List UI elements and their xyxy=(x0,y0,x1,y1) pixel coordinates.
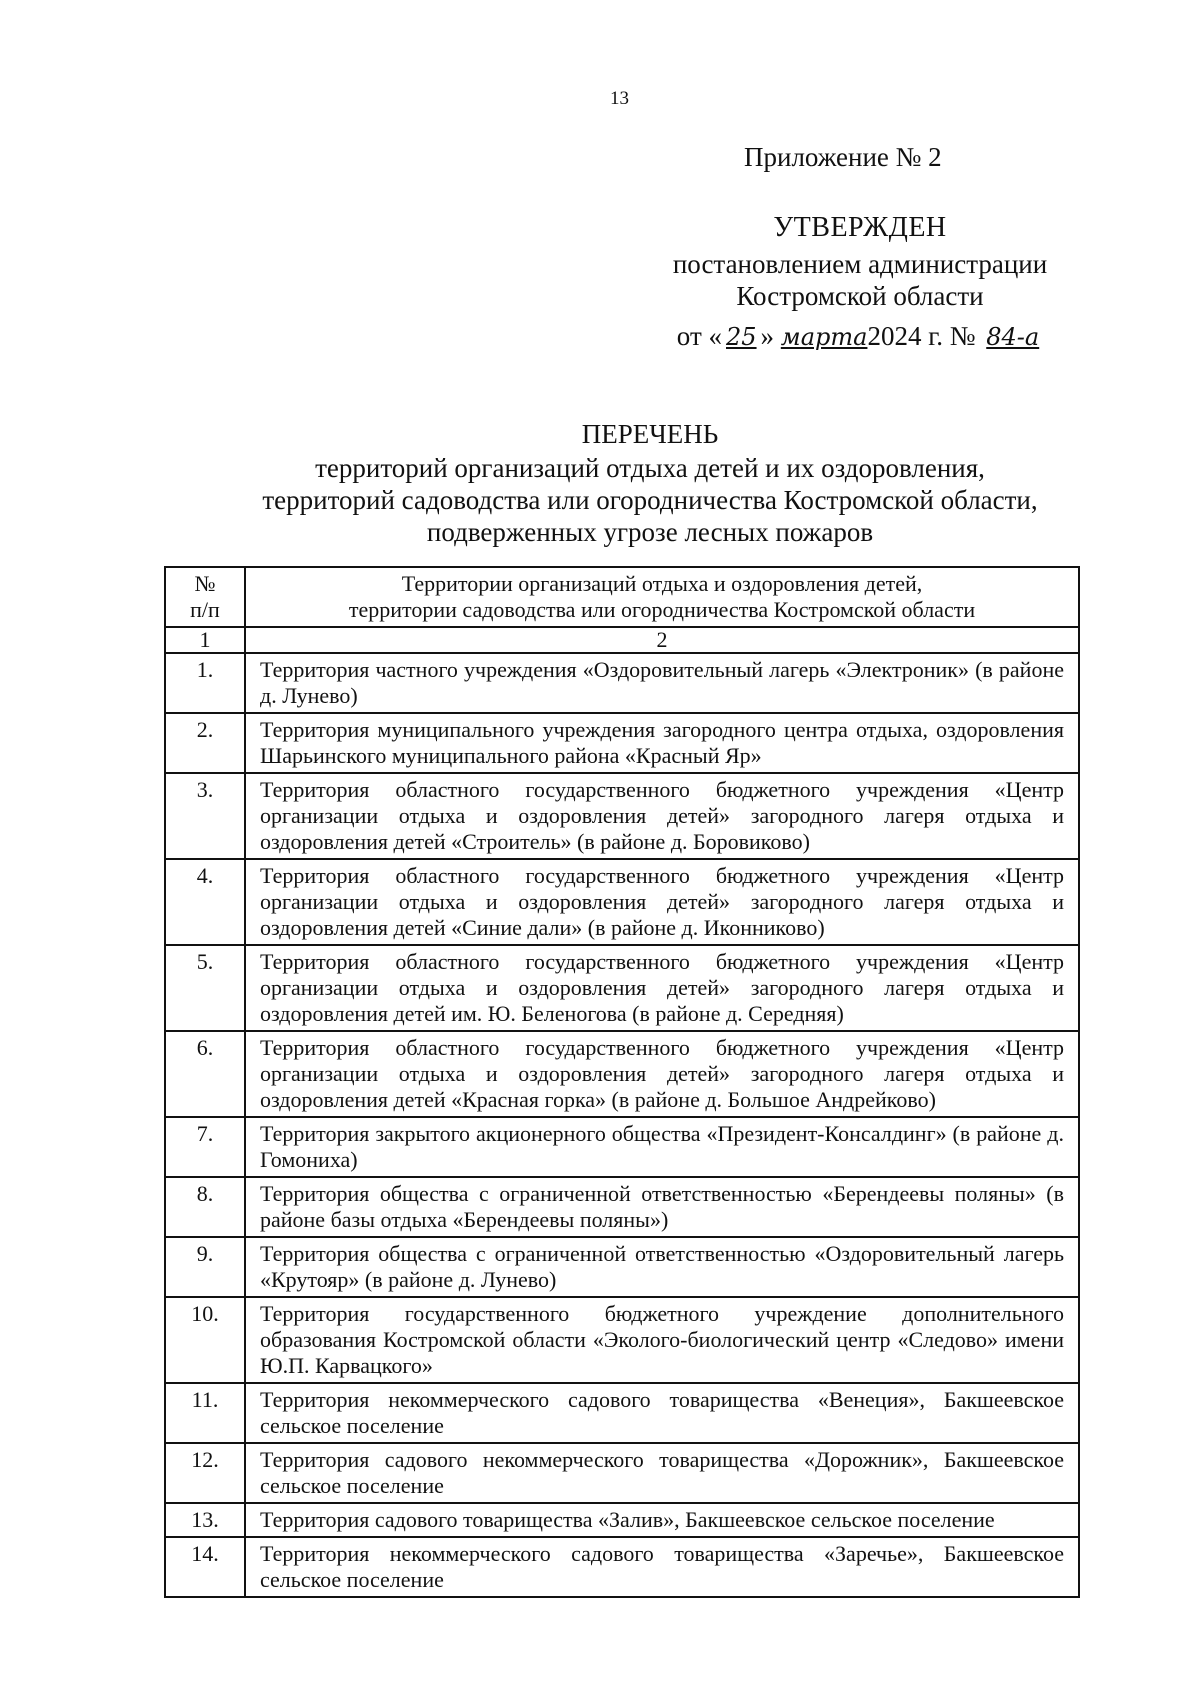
title-line-3: подверженных угрозе лесных пожаров xyxy=(426,517,874,547)
row-number: 1. xyxy=(165,653,245,713)
table-row xyxy=(165,1443,1079,1503)
row-number: 8. xyxy=(165,1177,245,1237)
table-row xyxy=(165,1117,1079,1177)
table-row xyxy=(165,1503,1079,1537)
row-number: 12. xyxy=(165,1443,245,1503)
handwritten-day: 25 xyxy=(726,323,757,351)
document-title xyxy=(150,418,1150,548)
table-row xyxy=(165,773,1079,859)
table-row xyxy=(165,1383,1079,1443)
row-territory: Территория некоммерческого садового товарищества «Венеция», Бакшеевское сельское поселение xyxy=(245,1383,1079,1443)
row-territory: Территория областного государственного бюджетного учреждения «Центр организации отдыха и оздоровления детей» загородного лагеря отдыха и оздоровления детей им. Ю. Беленогова (в районе д. Середняя) xyxy=(245,945,1079,1031)
page-number: 13 xyxy=(610,88,629,109)
approval-line-2: Костромской области xyxy=(736,281,984,311)
row-territory: Территория областного государственного бюджетного учреждения «Центр организации отдыха и оздоровления детей» загородного лагеря отдыха и оздоровления детей «Красная горка» (в районе д. Большое Андрейково) xyxy=(245,1031,1079,1117)
header-text-cell xyxy=(245,567,1079,627)
row-number: 14. xyxy=(165,1537,245,1597)
row-number: 11. xyxy=(165,1383,245,1443)
row-number: 4. xyxy=(165,859,245,945)
approval-title: УТВЕРЖДЕН xyxy=(773,212,947,243)
row-territory: Территория закрытого акционерного общества «Президент-Консалдинг» (в районе д. Гомониха) xyxy=(245,1117,1079,1177)
table-row xyxy=(165,1297,1079,1383)
table-row xyxy=(165,1237,1079,1297)
row-number: 10. xyxy=(165,1297,245,1383)
title-line-2: территорий садоводства или огородничества Костромской области, xyxy=(262,485,1038,515)
row-number: 9. xyxy=(165,1237,245,1297)
header-text-line-2: территории садоводства или огородничества Костромской области xyxy=(348,597,976,622)
order-year: 2024 г. № xyxy=(867,321,976,351)
table-row xyxy=(165,1031,1079,1117)
header-num-line-1: № xyxy=(194,571,216,596)
title-heading: ПЕРЕЧЕНЬ xyxy=(581,419,719,449)
row-territory: Территория муниципального учреждения загородного центра отдыха, оздоровления Шарьинского муниципального района «Красный Яр» xyxy=(245,713,1079,773)
order-line xyxy=(600,320,1120,353)
table-row xyxy=(165,945,1079,1031)
row-territory: Территория общества с ограниченной ответственностью «Оздоровительный лагерь «Крутояр» (в районе д. Лунево) xyxy=(245,1237,1079,1297)
order-quote-close: » xyxy=(760,321,775,351)
index-col-1: 1 xyxy=(165,627,245,653)
table-row xyxy=(165,1537,1079,1597)
handwritten-month: марта xyxy=(780,323,868,351)
approval-line-1: постановлением администрации xyxy=(672,249,1048,279)
header-text-line-1: Территории организаций отдыха и оздоровления детей, xyxy=(401,571,923,596)
row-number: 13. xyxy=(165,1503,245,1537)
row-territory: Территория некоммерческого садового товарищества «Заречье», Бакшеевское сельское поселение xyxy=(245,1537,1079,1597)
approval-block xyxy=(600,212,1120,353)
table-row xyxy=(165,653,1079,713)
row-territory: Территория государственного бюджетного учреждение дополнительного образования Костромской области «Эколого-биологический центр «Следово» имени Ю.П. Карвацкого» xyxy=(245,1297,1079,1383)
row-number: 6. xyxy=(165,1031,245,1117)
row-territory: Территория садового некоммерческого товарищества «Дорожник», Бакшеевское сельское поселение xyxy=(245,1443,1079,1503)
table-row xyxy=(165,859,1079,945)
row-territory: Территория общества с ограниченной ответственностью «Берендеевы поляны» (в районе базы отдыха «Берендеевы поляны») xyxy=(245,1177,1079,1237)
row-number: 7. xyxy=(165,1117,245,1177)
table-row xyxy=(165,1177,1079,1237)
header-num-cell xyxy=(165,567,245,627)
row-territory: Территория садового товарищества «Залив», Бакшеевское сельское поселение xyxy=(245,1503,1079,1537)
title-line-1: территорий организаций отдыха детей и их оздоровления, xyxy=(315,453,985,483)
row-number: 2. xyxy=(165,713,245,773)
index-col-2: 2 xyxy=(245,627,1079,653)
table-index-row xyxy=(165,627,1079,653)
handwritten-number: 84-а xyxy=(986,323,1040,351)
order-prefix: от « xyxy=(676,321,722,351)
row-number: 3. xyxy=(165,773,245,859)
table-header-row xyxy=(165,567,1079,627)
row-territory: Территория областного государственного бюджетного учреждения «Центр организации отдыха и оздоровления детей» загородного лагеря отдыха и оздоровления детей «Синие дали» (в районе д. Иконниково) xyxy=(245,859,1079,945)
header-num-line-2: п/п xyxy=(190,597,220,622)
row-number: 5. xyxy=(165,945,245,1031)
table-row xyxy=(165,713,1079,773)
appendix-label: Приложение № 2 xyxy=(744,142,942,172)
territories-table xyxy=(164,566,1080,1598)
row-territory: Территория областного государственного бюджетного учреждения «Центр организации отдыха и оздоровления детей» загородного лагеря отдыха и оздоровления детей «Строитель» (в районе д. Боровиково) xyxy=(245,773,1079,859)
row-territory: Территория частного учреждения «Оздоровительный лагерь «Электроник» (в районе д. Лунево) xyxy=(245,653,1079,713)
